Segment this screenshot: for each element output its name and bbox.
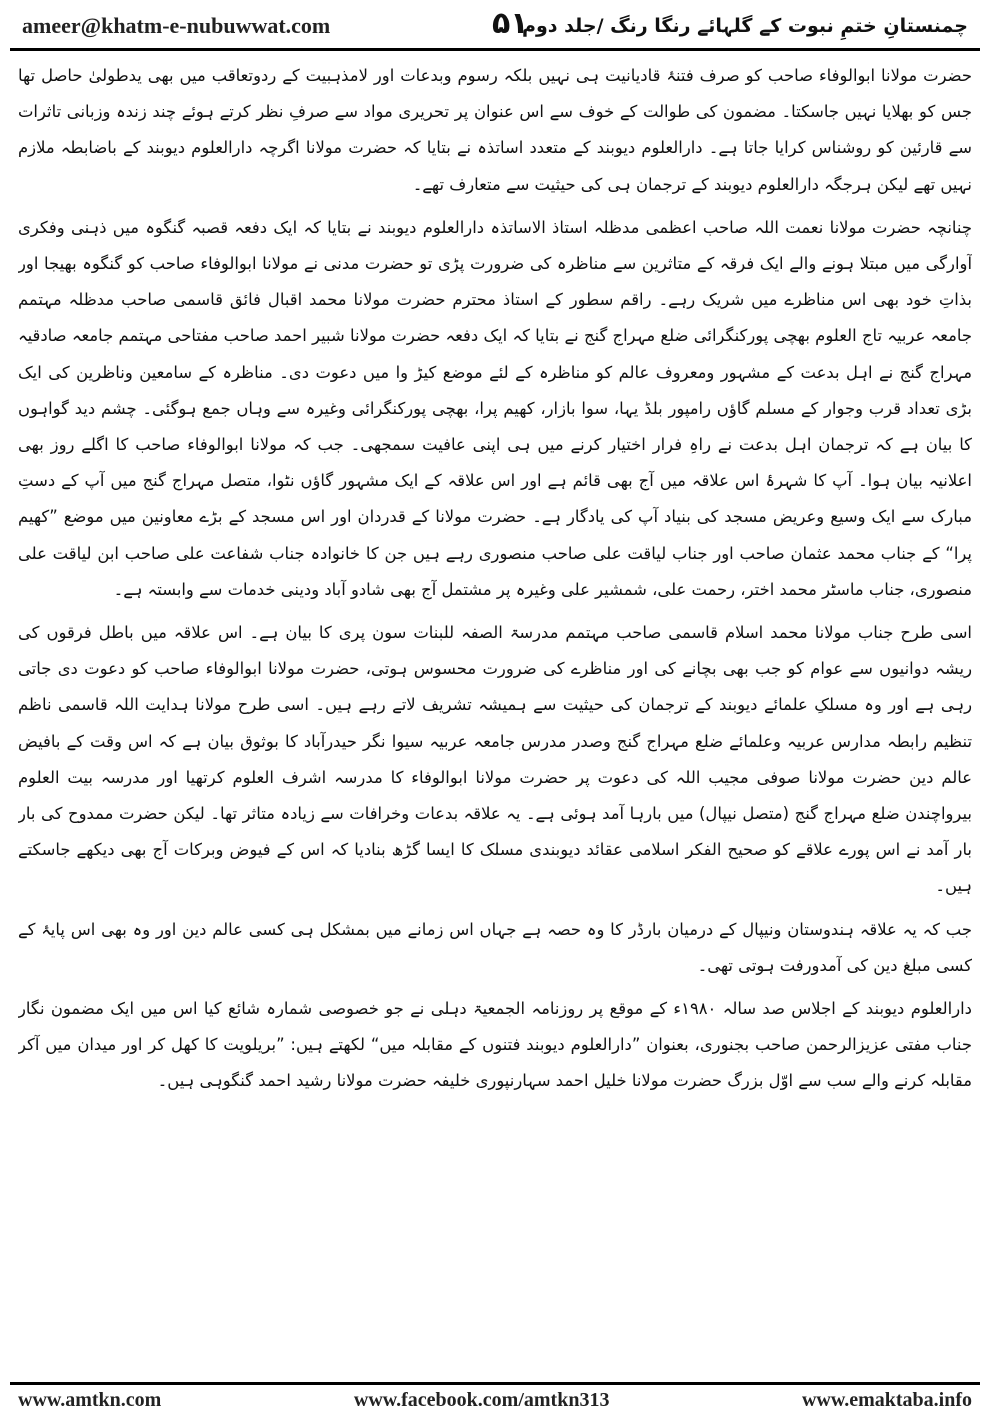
footer-link-facebook[interactable]: www.facebook.com/amtkn313 (353, 1388, 610, 1411)
book-title: چمنستانِ ختمِ نبوت کے گلہائے رنگا رنگ /جلد دوم (522, 15, 968, 37)
page-header (22, 6, 968, 46)
footer-divider (10, 1382, 980, 1385)
paragraph-1: حضرت مولانا ابوالوفاء صاحب کو صرف فتنۂ قادیانیت ہی نہیں بلکہ رسوم وبدعات اور لامذہبیت کے ردوتعاقب میں بھی یدطولیٰ حاصل تھا جس کو بھلایا نہیں جاسکتا۔ مضمون کی طوالت کے خوف سے اس عنوان پر تحریری مواد سے صرفِ نظر کرتے ہوئے چند زندہ وزبانی تاثرات سے قارئین کو روشناس کرایا جاتا ہے۔ دارالعلوم دیوبند کے متعدد اساتذہ نے بتایا کہ حضرت مولانا اگرچہ دارالعلوم دیوبند کے باضابطہ ملازم نہیں تھے لیکن ہرجگہ دارالعلوم دیوبند کے ترجمان ہی کی حیثیت سے متعارف تھے۔ (18, 66, 972, 194)
paragraph-5: دارالعلوم دیوبند کے اجلاس صد سالہ ۱۹۸۰ء کے موقع پر روزنامہ الجمعیۃ دہلی نے جو خصوصی شمارہ شائع کیا اس میں ایک مضمون نگار جناب مفتی عزیزالرحمن صاحب بجنوری، بعنوان ”دارالعلوم دیوبند فتنوں کے مقابلہ میں“ لکھتے ہیں: ”بریلویت کا کھل کر اور میدان میں آکر مقابلہ کرنے والے سب سے اوّل بزرگ حضرت مولانا خلیل احمد سہارنپوری خلیفہ حضرت مولانا رشید احمد گنگوہی ہیں۔ (18, 999, 972, 1091)
header-email: ameer@khatm-e-nubuwwat.com (22, 13, 331, 38)
page-number: ۵۱ (492, 6, 529, 41)
page-footer (18, 1386, 972, 1414)
paragraph-4: جب کہ یہ علاقہ ہندوستان ونیپال کے درمیان بارڈر کا وہ حصہ ہے جہاں اس زمانے میں بمشکل ہی کسی عالم دین اور وہ بھی اس پایۂ کے کسی مبلغ دین کی آمدورفت ہوتی تھی۔ (18, 919, 972, 975)
footer-link-amtkn[interactable]: www.amtkn.com (18, 1388, 162, 1411)
paragraph-2: چنانچہ حضرت مولانا نعمت اللہ صاحب اعظمی مدظلہ استاذ الاساتذہ دارالعلوم دیوبند نے بتایا کہ ایک دفعہ قصبہ گنگوہ میں ذہنی وفکری آوارگی میں مبتلا ہونے والے ایک فرقہ کے متاثرین سے مناظرہ کی ضرورت پڑی تو حضرت مدنی نے مولانا ابوالوفاء صاحب کو گنگوہ بھیجا اور بذاتِ خود بھی اس مناظرے میں شریک رہے۔ راقم سطور کے استاذ محترم حضرت مولانا محمد اقبال فائق قاسمی صاحب مدظلہ مہتمم جامعہ عربیہ تاج العلوم بھچی پورکنگرائی ضلع مہراج گنج نے بتایا کہ ایک دفعہ حضرت مولانا شبیر احمد صاحب مفتاحی مہتمم جامعہ صادقیہ مہراج گنج نے اہل بدعت کے مشہور ومعروف عالم کو مناظرہ کے لئے موضع کیڑ وا میں دعوت دی۔ مناظرہ کے سامعین وناظرین کی ایک بڑی تعداد قرب وجوار کے مسلم گاؤں رامپور بلڈ یہا، سوا بازار، کھیم پرا، بھچی پورکنگرائی وغیرہ سے وہاں جمع ہوگئی۔ چشم دید گواہوں کا بیان ہے کہ ترجمان اہل بدعت نے راہِ فرار اختیار کرنے میں ہی اپنی عافیت سمجھی۔ جب کہ مولانا ابوالوفاء صاحب کا اگلے روز بھی اعلانیہ بیان ہوا۔ آپ کا شہرۂ اس علاقہ میں آج بھی قائم ہے اور اس علاقہ کے ایک مشہور گاؤں نٹوا، متصل مہراج گنج میں آپ کے دستِ مبارک سے ایک وسیع وعریض مسجد کی بنیاد آپ کی یادگار ہے۔ حضرت مولانا کے قدردان اور اس مسجد کے بڑے معاونین میں موضع ”کھیم پرا“ کے جناب محمد عثمان صاحب اور جناب لیاقت علی صاحب منصوری رہے ہیں جن کا خانوادہ جناب شفاعت علی صاحب ابن لیاقت علی منصوری، جناب ماسٹر محمد اختر، رحمت علی، شمشیر علی وغیرہ پر مشتمل آج بھی شادو آباد ودینی خدمات سے وابستہ ہے۔ (18, 217, 972, 599)
article-body (18, 58, 972, 1374)
paragraph-3: اسی طرح جناب مولانا محمد اسلام قاسمی صاحب مہتمم مدرسۃ الصفہ للبنات سون پری کا بیان ہے۔ اس علاقہ میں باطل فرقوں کی ریشہ دوانیوں سے عوام کو جب بھی بچانے کی اور مناظرے کی ضرورت محسوس ہوتی، حضرت مولانا ابوالوفاء صاحب کو دعوت دی جاتی رہی ہے اور وہ مسلکِ علمائے دیوبند کے ترجمان کی حیثیت سے ہمیشہ تشریف لاتے رہے ہیں۔ اسی طرح مولانا ہدایت اللہ قاسمی ناظم تنظیم رابطہ مدارس عربیہ وعلمائے ضلع مہراج گنج وصدر مدرس جامعہ عربیہ سیوا نگر حیدرآباد کا بوثوق بیان ہے کہ اس وقت کے بافیض عالم دین حضرت مولانا صوفی مجیب اللہ کی دعوت پر حضرت مولانا ابوالوفاء کا مدرسہ اشرف العلوم کرتھیا اور مدرسہ بیت العلوم بیرواچندن ضلع مہراج گنج (متصل نیپال) میں بارہا آمد ہوئی ہے۔ یہ علاقہ بدعات وخرافات سے زیادہ متاثر تھا۔ لیکن حضرت ممدوح کی بار بار آمد نے اس پورے علاقے کو صحیح الفکر اسلامی عقائد دیوبندی مسلک کا ایسا گڑھ بنادیا کہ اس کے فیوض وبرکات آج بھی دیکھے جاسکتے ہیں۔ (18, 623, 972, 896)
footer-link-emaktaba[interactable]: www.emaktaba.info (801, 1388, 972, 1411)
header-divider (10, 48, 980, 51)
